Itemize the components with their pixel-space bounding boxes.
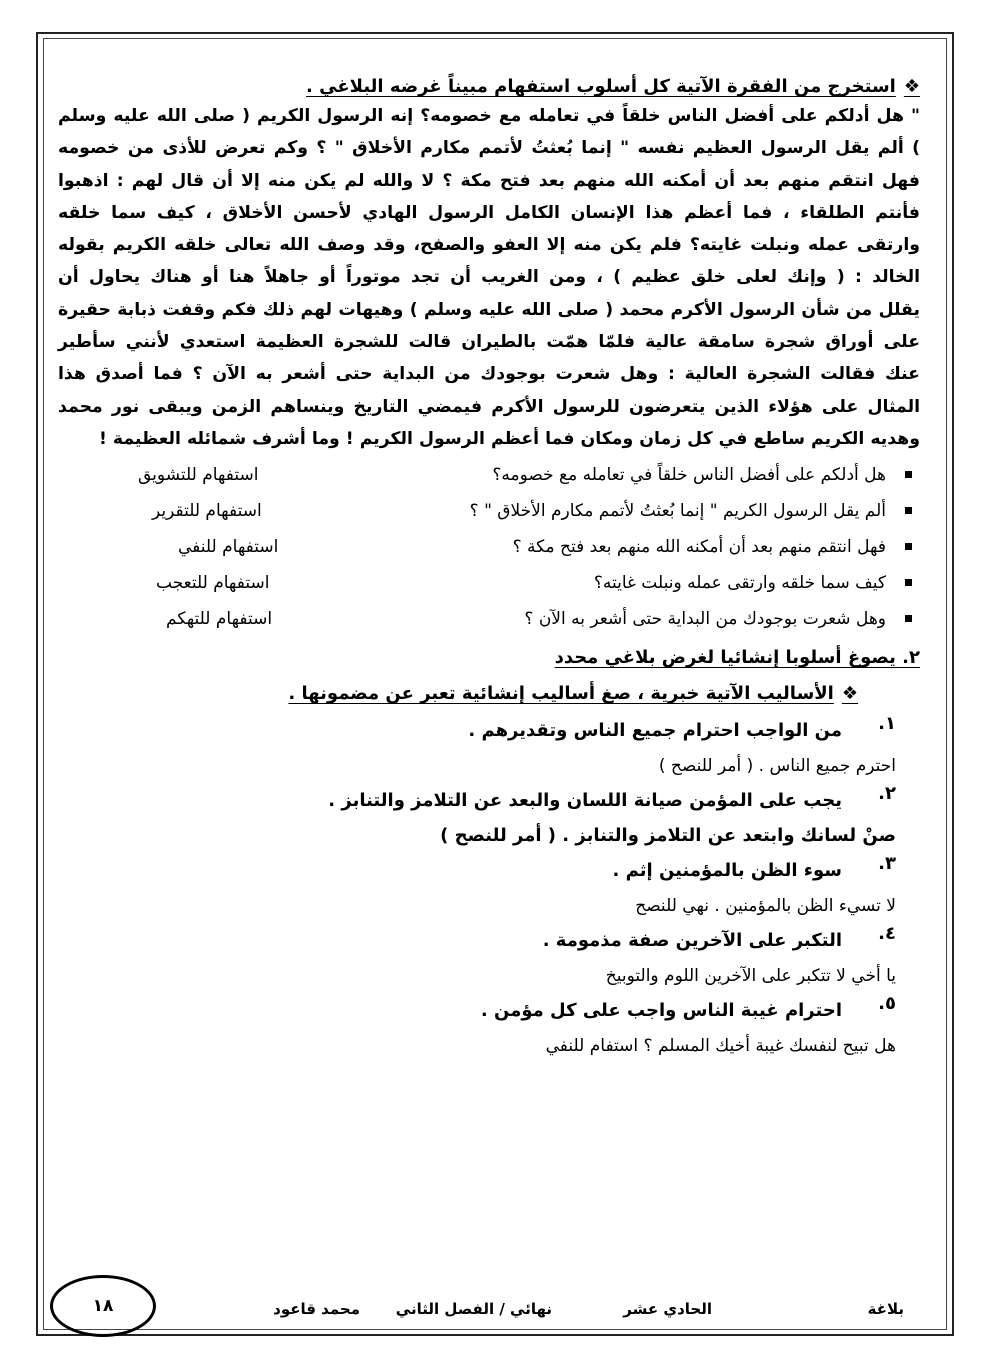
passage-line: فهل انتقم منهم بعد أن أمكنه الله منهم بعد فتح مكة ؟ لا والله لم يكن منه إلا أن قال لهم : اذهبوا — [58, 170, 920, 191]
passage-line: ) ألم يقل الرسول العظيم نفسه " إنما بُعثتُ لأتمم مكارم الأخلاق " ؟ وكم تعرض للأذى من خصومه — [58, 138, 920, 159]
passage-line: يقلل من شأن الرسول الأكرم محمد ( صلى الله عليه وسلم ) وهيهات لهم ذلك فكم وقفت ذبابة حقيرة — [58, 299, 920, 320]
item-statement: يجب على المؤمن صيانة اللسان والبعد عن التلامز والتنابز . — [328, 790, 842, 812]
footer-author: محمد قاعود — [273, 1300, 360, 1318]
page-number-badge — [50, 1275, 156, 1337]
question-row — [58, 497, 920, 533]
passage-line: " هل أدلكم على أفضل الناس خلقاً في تعامله مع خصومه؟ إنه الرسول الكريم ( صلى الله عليه وسلم — [58, 106, 920, 126]
square-bullet-icon — [905, 543, 912, 550]
item-number: ٣. — [878, 853, 896, 875]
exercise-item — [58, 923, 896, 993]
question-row — [58, 533, 920, 569]
question-purpose: استفهام للتعجب — [156, 573, 270, 594]
item-number: ٢. — [878, 783, 896, 805]
passage-line: عنك فقالت الشجرة العالية : وهل شعرت بوجودك من البداية حتى أشعر به الآن ؟ فما أصدق هذا — [58, 364, 920, 385]
item-number: ٥. — [878, 993, 896, 1015]
passage-line: على أوراق شجرة سامقة عالية فلمّا همّت بالطيران قالت للشجرة العظيمة استعدي لأنني سأطير — [58, 332, 920, 353]
question-purpose: استفهام للتقرير — [152, 501, 262, 522]
exercise-item — [58, 993, 896, 1063]
item-statement: سوء الظن بالمؤمنين إثم . — [612, 860, 842, 882]
item-answer: صنْ لسانك وابتعد عن التلامز والتنابز . ( أمر للنصح ) — [440, 825, 896, 847]
section2-subheading — [58, 681, 858, 707]
section2-title: ٢. يصوغ أسلوبا إنشائيا لغرض بلاغي محدد — [554, 647, 920, 669]
square-bullet-icon — [905, 615, 912, 622]
passage-line: وهديه الكريم ساطع في كل زمان ومكان فما أعظم الرسول الكريم ! وما أشرف شمائله العظيمة ! — [98, 428, 920, 449]
footer-grade: الحادي عشر — [623, 1300, 712, 1318]
question-text: ألم يقل الرسول الكريم " إنما بُعثتُ لأتمم مكارم الأخلاق " ؟ — [469, 501, 886, 522]
section2-subheading-text: الأساليب الآتية خبرية ، صغ أساليب إنشائية تعبر عن مضمونها . — [288, 683, 834, 705]
item-answer: لا تسيء الظن بالمؤمنين . نهي للنصح — [635, 896, 896, 917]
question-text: هل أدلكم على أفضل الناس خلقاً في تعامله مع خصومه؟ — [492, 465, 886, 486]
item-answer: هل تبيح لنفسك غيبة أخيك المسلم ؟ استفام للنفي — [545, 1036, 896, 1057]
page-number: ١٨ — [92, 1296, 114, 1316]
passage-line: الخالد : ( وإنك لعلى خلق عظيم ) ، ومن الغريب أن تجد موتوراً أو جاهلاً هنا أو هناك يحاول أن — [58, 267, 920, 288]
square-bullet-icon — [905, 507, 912, 514]
square-bullet-icon — [905, 471, 912, 478]
passage-paragraph — [58, 100, 920, 455]
footer-term: نهائي / الفصل الثاني — [395, 1300, 552, 1318]
diamond-bullet-icon: ❖ — [903, 76, 920, 97]
exercise-item — [58, 853, 896, 923]
square-bullet-icon — [905, 579, 912, 586]
question-row — [58, 461, 920, 497]
question-purpose: استفهام للتشويق — [138, 465, 259, 486]
question-row — [58, 605, 920, 641]
item-answer: يا أخي لا تتكبر على الآخرين اللوم والتوبيخ — [605, 966, 896, 987]
question-row — [58, 569, 920, 605]
question-purpose: استفهام للنفي — [178, 537, 279, 558]
item-statement: من الواجب احترام جميع الناس وتقديرهم . — [468, 720, 842, 742]
item-statement: التكبر على الآخرين صفة مذمومة . — [542, 930, 842, 952]
worksheet-content — [58, 74, 920, 1063]
question-purpose: استفهام للتهكم — [166, 609, 273, 630]
item-statement: احترام غيبة الناس واجب على كل مؤمن . — [480, 1000, 842, 1022]
section1-heading-text: استخرج من الفقرة الآتية كل أسلوب استفهام مبيناً غرضه البلاغي . — [306, 76, 896, 97]
passage-line: المثال على هؤلاء الذين يتعرضون للرسول الأكرم فيمضي التاريخ وينساهم الزمن ويبقى نور محمد — [58, 396, 920, 417]
question-text: وهل شعرت بوجودك من البداية حتى أشعر به الآن ؟ — [524, 609, 886, 630]
exercise-item — [58, 713, 896, 783]
footer-subject: بلاغة — [867, 1300, 904, 1318]
section1-heading — [58, 74, 920, 100]
question-list — [58, 461, 920, 641]
question-text: كيف سما خلقه وارتقى عمله ونبلت غايته؟ — [593, 573, 886, 594]
item-answer: احترم جميع الناس . ( أمر للنصح ) — [658, 756, 896, 777]
item-number: ٤. — [878, 923, 896, 945]
exercise-item — [58, 783, 896, 853]
question-text: فهل انتقم منهم بعد أن أمكنه الله منهم بعد فتح مكة ؟ — [512, 537, 886, 558]
item-number: ١. — [878, 713, 896, 735]
passage-line: وارتقى عمله ونبلت غايته؟ فلم يكن منه إلا العفو والصفح، وقد وصف الله تعالى خلقه الكريم بقوله — [58, 235, 920, 256]
passage-line: فأنتم الطلقاء ، فما أعظم هذا الإنسان الكامل الرسول الهادي لأحسن الأخلاق ، كيف سما خلقه — [58, 202, 920, 223]
diamond-bullet-icon: ❖ — [841, 683, 858, 705]
